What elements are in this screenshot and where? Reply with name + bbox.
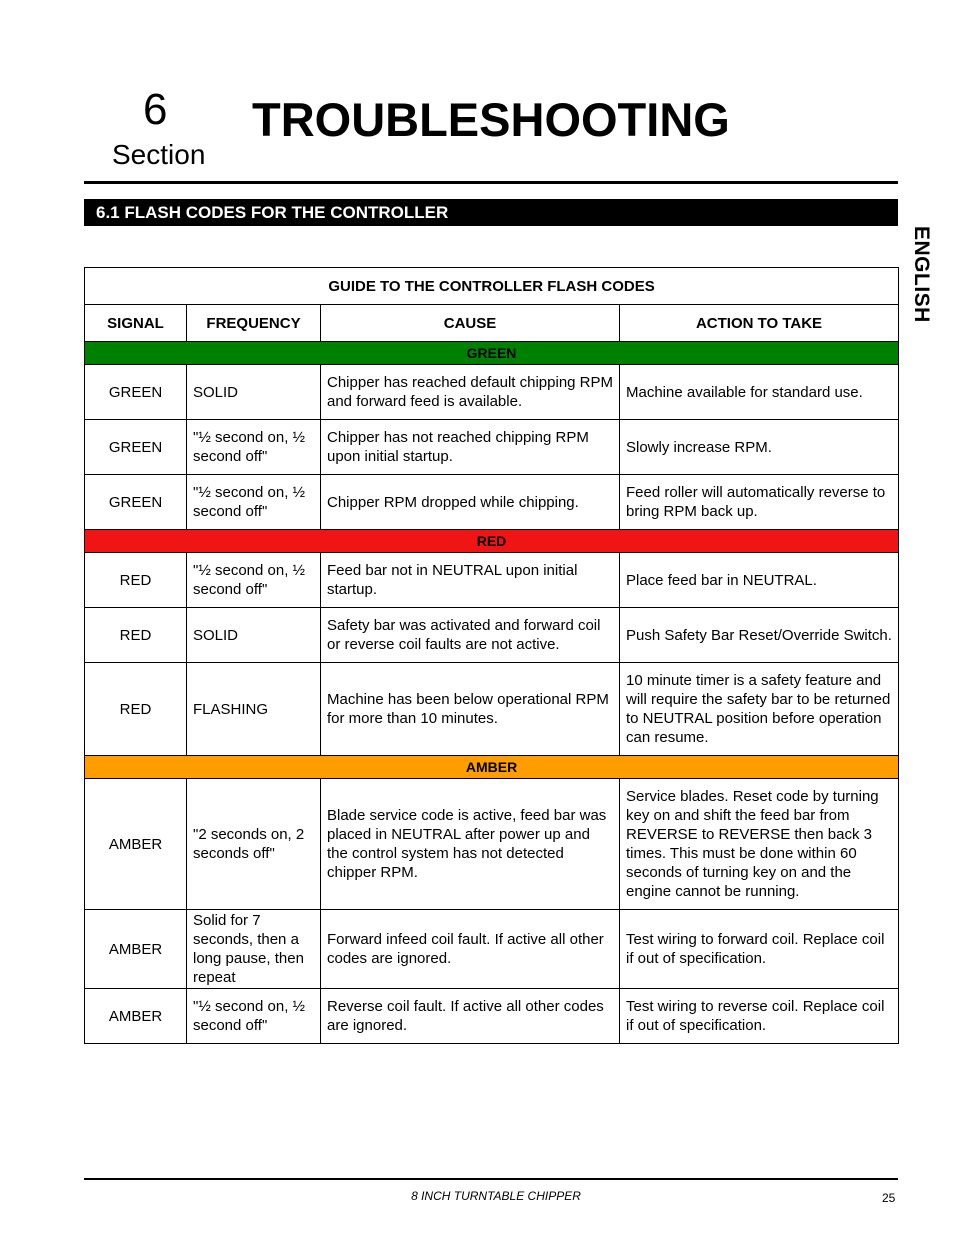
- column-header-cause: CAUSE: [321, 305, 620, 342]
- action-cell: Test wiring to forward coil. Replace coil if out of specification.: [620, 910, 899, 989]
- cause-cell: Blade service code is active, feed bar was placed in NEUTRAL after power up and the control system has not detected chipper RPM.: [321, 779, 620, 910]
- page-title: TROUBLESHOOTING: [252, 93, 730, 146]
- action-cell: Push Safety Bar Reset/Override Switch.: [620, 608, 899, 663]
- frequency-cell: "½ second on, ½ second off": [187, 475, 321, 530]
- cause-cell: Forward infeed coil fault. If active all other codes are ignored.: [321, 910, 620, 989]
- band-label: RED: [85, 530, 899, 553]
- column-header-action: ACTION TO TAKE: [620, 305, 899, 342]
- action-cell: Slowly increase RPM.: [620, 420, 899, 475]
- signal-cell: AMBER: [85, 989, 187, 1044]
- frequency-cell: SOLID: [187, 365, 321, 420]
- table-row: [85, 553, 899, 608]
- signal-cell: GREEN: [85, 420, 187, 475]
- section-number: 6: [143, 85, 168, 134]
- cause-cell: Chipper has not reached chipping RPM upon initial startup.: [321, 420, 620, 475]
- action-cell: Test wiring to reverse coil. Replace coil if out of specification.: [620, 989, 899, 1044]
- table-row: [85, 475, 899, 530]
- signal-cell: RED: [85, 553, 187, 608]
- footer-title: 8 INCH TURNTABLE CHIPPER: [411, 1189, 581, 1203]
- cause-cell: Safety bar was activated and forward coil or reverse coil faults are not active.: [321, 608, 620, 663]
- frequency-cell: Solid for 7 seconds, then a long pause, then repeat: [187, 910, 321, 989]
- header-rule: [84, 181, 898, 184]
- signal-cell: AMBER: [85, 779, 187, 910]
- page-number: 25: [882, 1191, 896, 1205]
- cause-cell: Machine has been below operational RPM for more than 10 minutes.: [321, 663, 620, 756]
- table-row: [85, 989, 899, 1044]
- frequency-cell: FLASHING: [187, 663, 321, 756]
- cause-cell: Chipper has reached default chipping RPM and forward feed is available.: [321, 365, 620, 420]
- action-cell: Machine available for standard use.: [620, 365, 899, 420]
- cause-cell: Reverse coil fault. If active all other codes are ignored.: [321, 989, 620, 1044]
- signal-cell: AMBER: [85, 910, 187, 989]
- band-red: [85, 530, 899, 553]
- column-header-signal: SIGNAL: [85, 305, 187, 342]
- flash-codes-table: [84, 267, 899, 1044]
- language-tab: ENGLISH: [910, 226, 933, 323]
- table-row: [85, 910, 899, 989]
- action-cell: Service blades. Reset code by turning key on and shift the feed bar from REVERSE to REVERSE then back 3 times. This must be done within 60 seconds of turning key on and the engine cannot be running.: [620, 779, 899, 910]
- cause-cell: Chipper RPM dropped while chipping.: [321, 475, 620, 530]
- signal-cell: GREEN: [85, 365, 187, 420]
- footer-rule: [84, 1178, 898, 1180]
- table-title: GUIDE TO THE CONTROLLER FLASH CODES: [85, 268, 899, 305]
- band-amber: [85, 756, 899, 779]
- action-cell: 10 minute timer is a safety feature and will require the safety bar to be returned to NEUTRAL position before operation can resume.: [620, 663, 899, 756]
- action-cell: Feed roller will automatically reverse to bring RPM back up.: [620, 475, 899, 530]
- column-header-frequency: FREQUENCY: [187, 305, 321, 342]
- cause-cell: Feed bar not in NEUTRAL upon initial startup.: [321, 553, 620, 608]
- band-label: AMBER: [85, 756, 899, 779]
- table-row: [85, 779, 899, 910]
- table-row: [85, 420, 899, 475]
- frequency-cell: SOLID: [187, 608, 321, 663]
- action-cell: Place feed bar in NEUTRAL.: [620, 553, 899, 608]
- table-row: [85, 608, 899, 663]
- section-heading: 6.1 FLASH CODES FOR THE CONTROLLER: [84, 199, 898, 226]
- signal-cell: RED: [85, 608, 187, 663]
- frequency-cell: "½ second on, ½ second off": [187, 989, 321, 1044]
- frequency-cell: "2 seconds on, 2 seconds off": [187, 779, 321, 910]
- signal-cell: GREEN: [85, 475, 187, 530]
- frequency-cell: "½ second on, ½ second off": [187, 553, 321, 608]
- section-word: Section: [112, 139, 206, 170]
- table-row: [85, 365, 899, 420]
- table-row: [85, 663, 899, 756]
- signal-cell: RED: [85, 663, 187, 756]
- band-label: GREEN: [85, 342, 899, 365]
- frequency-cell: "½ second on, ½ second off": [187, 420, 321, 475]
- band-green: [85, 342, 899, 365]
